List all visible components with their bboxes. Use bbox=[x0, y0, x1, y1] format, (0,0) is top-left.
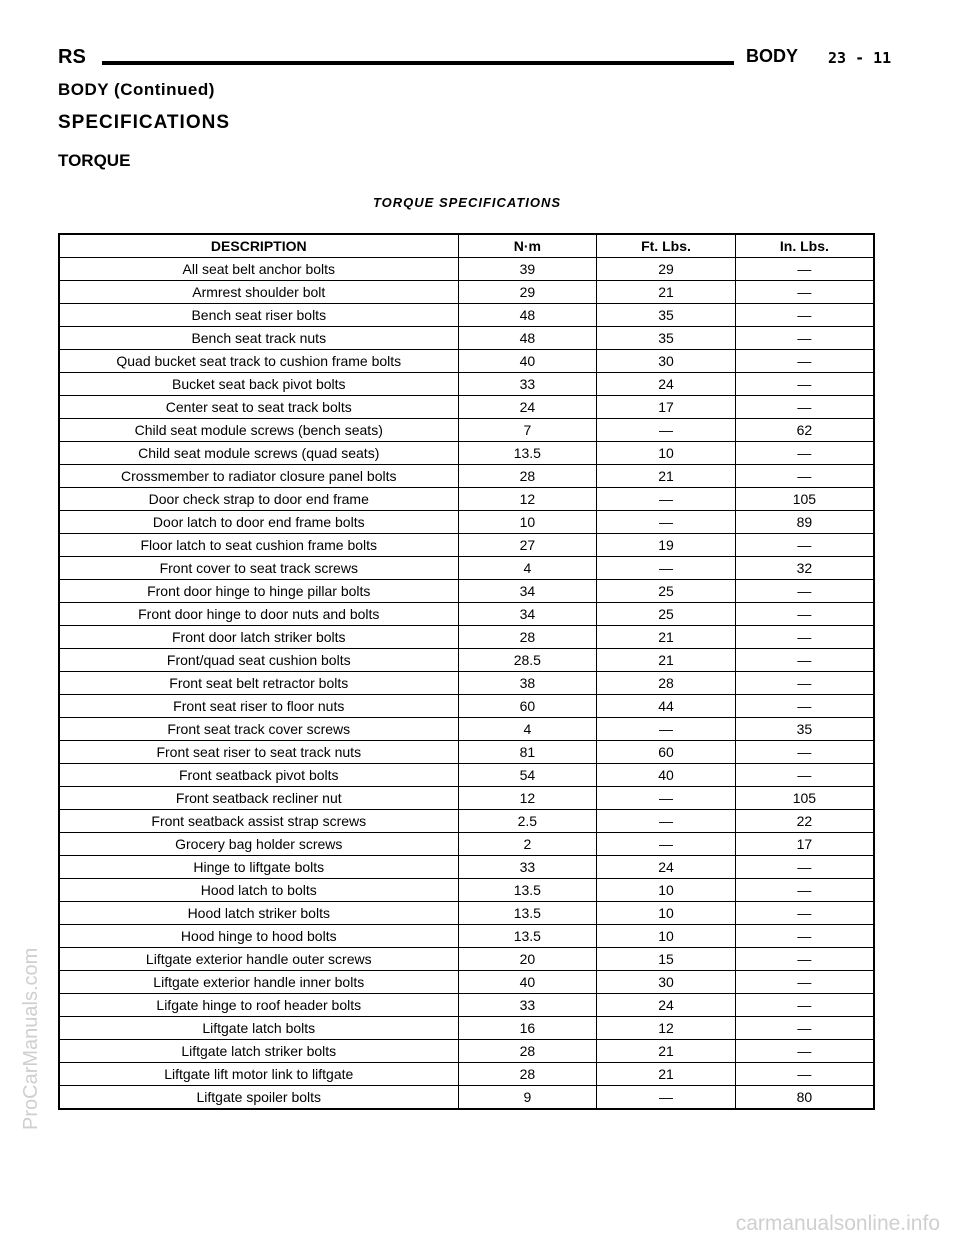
table-row bbox=[59, 925, 874, 948]
cell-nm: 60 bbox=[458, 695, 597, 718]
cell-description: Grocery bag holder screws bbox=[59, 833, 458, 856]
header-ft-lbs: Ft. Lbs. bbox=[597, 234, 736, 258]
cell-ft-lbs: 10 bbox=[597, 902, 736, 925]
cell-description: Hinge to liftgate bolts bbox=[59, 856, 458, 879]
cell-description: Lifgate hinge to roof header bolts bbox=[59, 994, 458, 1017]
cell-in-lbs: 35 bbox=[735, 718, 874, 741]
cell-ft-lbs: 29 bbox=[597, 258, 736, 281]
table-title: TORQUE SPECIFICATIONS bbox=[372, 195, 562, 210]
cell-nm: 54 bbox=[458, 764, 597, 787]
table-row bbox=[59, 258, 874, 281]
cell-ft-lbs: 17 bbox=[597, 396, 736, 419]
table-row bbox=[59, 419, 874, 442]
cell-ft-lbs: 35 bbox=[597, 304, 736, 327]
table-row bbox=[59, 304, 874, 327]
cell-nm: 7 bbox=[458, 419, 597, 442]
cell-in-lbs: — bbox=[735, 281, 874, 304]
cell-ft-lbs: 44 bbox=[597, 695, 736, 718]
cell-ft-lbs: — bbox=[597, 488, 736, 511]
cell-nm: 38 bbox=[458, 672, 597, 695]
cell-ft-lbs: — bbox=[597, 511, 736, 534]
table-row bbox=[59, 373, 874, 396]
cell-ft-lbs: 10 bbox=[597, 925, 736, 948]
cell-description: Front door hinge to hinge pillar bolts bbox=[59, 580, 458, 603]
cell-nm: 40 bbox=[458, 971, 597, 994]
cell-in-lbs: — bbox=[735, 258, 874, 281]
table-row bbox=[59, 902, 874, 925]
cell-ft-lbs: — bbox=[597, 787, 736, 810]
table-row bbox=[59, 534, 874, 557]
cell-ft-lbs: 24 bbox=[597, 856, 736, 879]
cell-in-lbs: 105 bbox=[735, 787, 874, 810]
cell-description: Armrest shoulder bolt bbox=[59, 281, 458, 304]
cell-nm: 13.5 bbox=[458, 442, 597, 465]
cell-nm: 12 bbox=[458, 488, 597, 511]
header-rule bbox=[102, 61, 734, 65]
table-row bbox=[59, 511, 874, 534]
cell-nm: 2 bbox=[458, 833, 597, 856]
table-row bbox=[59, 281, 874, 304]
torque-heading: TORQUE bbox=[58, 151, 131, 170]
table-row bbox=[59, 764, 874, 787]
cell-ft-lbs: — bbox=[597, 718, 736, 741]
table-row bbox=[59, 350, 874, 373]
cell-nm: 9 bbox=[458, 1086, 597, 1110]
cell-in-lbs: 105 bbox=[735, 488, 874, 511]
cell-nm: 48 bbox=[458, 327, 597, 350]
cell-nm: 28 bbox=[458, 1040, 597, 1063]
cell-nm: 2.5 bbox=[458, 810, 597, 833]
cell-description: Hood latch to bolts bbox=[59, 879, 458, 902]
cell-description: Liftgate latch bolts bbox=[59, 1017, 458, 1040]
header-description: DESCRIPTION bbox=[59, 234, 458, 258]
cell-in-lbs: — bbox=[735, 1017, 874, 1040]
cell-description: Front seatback recliner nut bbox=[59, 787, 458, 810]
cell-ft-lbs: — bbox=[597, 419, 736, 442]
cell-description: Child seat module screws (bench seats) bbox=[59, 419, 458, 442]
cell-description: All seat belt anchor bolts bbox=[59, 258, 458, 281]
cell-nm: 34 bbox=[458, 580, 597, 603]
cell-description: Liftgate exterior handle outer screws bbox=[59, 948, 458, 971]
cell-nm: 28 bbox=[458, 626, 597, 649]
bottom-watermark: carmanualsonline.info bbox=[735, 1212, 940, 1235]
cell-description: Liftgate exterior handle inner bolts bbox=[59, 971, 458, 994]
cell-in-lbs: 22 bbox=[735, 810, 874, 833]
page-number: 23 - 11 bbox=[828, 49, 892, 67]
cell-description: Bucket seat back pivot bolts bbox=[59, 373, 458, 396]
table-row bbox=[59, 1063, 874, 1086]
cell-ft-lbs: 24 bbox=[597, 373, 736, 396]
cell-in-lbs: — bbox=[735, 350, 874, 373]
cell-ft-lbs: 21 bbox=[597, 649, 736, 672]
cell-in-lbs: 17 bbox=[735, 833, 874, 856]
cell-nm: 13.5 bbox=[458, 925, 597, 948]
cell-in-lbs: — bbox=[735, 603, 874, 626]
cell-in-lbs: — bbox=[735, 764, 874, 787]
table-row bbox=[59, 649, 874, 672]
table-row bbox=[59, 327, 874, 350]
cell-in-lbs: — bbox=[735, 534, 874, 557]
cell-ft-lbs: 21 bbox=[597, 1063, 736, 1086]
cell-nm: 12 bbox=[458, 787, 597, 810]
cell-ft-lbs: 21 bbox=[597, 465, 736, 488]
table-row bbox=[59, 442, 874, 465]
cell-in-lbs: — bbox=[735, 442, 874, 465]
table-row bbox=[59, 672, 874, 695]
cell-nm: 81 bbox=[458, 741, 597, 764]
cell-nm: 24 bbox=[458, 396, 597, 419]
table-row bbox=[59, 718, 874, 741]
cell-in-lbs: — bbox=[735, 902, 874, 925]
side-watermark: ProCarManuals.com bbox=[20, 947, 42, 1130]
cell-description: Quad bucket seat track to cushion frame bolts bbox=[59, 350, 458, 373]
cell-nm: 40 bbox=[458, 350, 597, 373]
table-row bbox=[59, 465, 874, 488]
cell-in-lbs: 89 bbox=[735, 511, 874, 534]
cell-nm: 10 bbox=[458, 511, 597, 534]
cell-ft-lbs: 12 bbox=[597, 1017, 736, 1040]
cell-description: Front door hinge to door nuts and bolts bbox=[59, 603, 458, 626]
cell-in-lbs: — bbox=[735, 626, 874, 649]
header-section-title: BODY bbox=[746, 46, 799, 66]
cell-ft-lbs: 10 bbox=[597, 442, 736, 465]
cell-description: Liftgate lift motor link to liftgate bbox=[59, 1063, 458, 1086]
table-row bbox=[59, 603, 874, 626]
cell-description: Front seat track cover screws bbox=[59, 718, 458, 741]
cell-description: Child seat module screws (quad seats) bbox=[59, 442, 458, 465]
cell-ft-lbs: 28 bbox=[597, 672, 736, 695]
cell-in-lbs: — bbox=[735, 465, 874, 488]
table-row bbox=[59, 856, 874, 879]
cell-nm: 4 bbox=[458, 557, 597, 580]
cell-ft-lbs: 60 bbox=[597, 741, 736, 764]
torque-spec-table bbox=[58, 233, 875, 1110]
cell-in-lbs: — bbox=[735, 580, 874, 603]
cell-ft-lbs: 30 bbox=[597, 350, 736, 373]
cell-in-lbs: — bbox=[735, 971, 874, 994]
cell-nm: 29 bbox=[458, 281, 597, 304]
cell-in-lbs: — bbox=[735, 373, 874, 396]
cell-nm: 48 bbox=[458, 304, 597, 327]
cell-nm: 28.5 bbox=[458, 649, 597, 672]
cell-description: Center seat to seat track bolts bbox=[59, 396, 458, 419]
cell-description: Door latch to door end frame bolts bbox=[59, 511, 458, 534]
cell-description: Front seatback assist strap screws bbox=[59, 810, 458, 833]
cell-description: Liftgate latch striker bolts bbox=[59, 1040, 458, 1063]
cell-nm: 34 bbox=[458, 603, 597, 626]
table-row bbox=[59, 948, 874, 971]
cell-ft-lbs: 19 bbox=[597, 534, 736, 557]
cell-nm: 20 bbox=[458, 948, 597, 971]
header-section-code: RS bbox=[58, 46, 86, 68]
cell-ft-lbs: — bbox=[597, 833, 736, 856]
table-row bbox=[59, 396, 874, 419]
cell-nm: 27 bbox=[458, 534, 597, 557]
table-row bbox=[59, 580, 874, 603]
header-in-lbs: In. Lbs. bbox=[735, 234, 874, 258]
cell-in-lbs: — bbox=[735, 1063, 874, 1086]
cell-in-lbs: — bbox=[735, 672, 874, 695]
table-header-row bbox=[59, 234, 874, 258]
cell-in-lbs: 62 bbox=[735, 419, 874, 442]
continued-heading: BODY (Continued) bbox=[58, 80, 215, 99]
cell-in-lbs: — bbox=[735, 649, 874, 672]
table-row bbox=[59, 1086, 874, 1110]
table-row bbox=[59, 810, 874, 833]
cell-in-lbs: — bbox=[735, 925, 874, 948]
cell-in-lbs: — bbox=[735, 741, 874, 764]
cell-in-lbs: — bbox=[735, 879, 874, 902]
cell-ft-lbs: 30 bbox=[597, 971, 736, 994]
cell-in-lbs: — bbox=[735, 994, 874, 1017]
cell-in-lbs: — bbox=[735, 948, 874, 971]
cell-nm: 33 bbox=[458, 373, 597, 396]
cell-ft-lbs: 21 bbox=[597, 281, 736, 304]
cell-ft-lbs: — bbox=[597, 1086, 736, 1110]
cell-description: Bench seat track nuts bbox=[59, 327, 458, 350]
cell-description: Hood latch striker bolts bbox=[59, 902, 458, 925]
cell-description: Floor latch to seat cushion frame bolts bbox=[59, 534, 458, 557]
cell-in-lbs: — bbox=[735, 327, 874, 350]
cell-ft-lbs: 40 bbox=[597, 764, 736, 787]
cell-ft-lbs: 25 bbox=[597, 603, 736, 626]
specifications-heading: SPECIFICATIONS bbox=[58, 112, 230, 133]
cell-description: Front seat riser to seat track nuts bbox=[59, 741, 458, 764]
cell-in-lbs: — bbox=[735, 1040, 874, 1063]
cell-nm: 28 bbox=[458, 1063, 597, 1086]
cell-nm: 28 bbox=[458, 465, 597, 488]
cell-in-lbs: — bbox=[735, 856, 874, 879]
cell-description: Front/quad seat cushion bolts bbox=[59, 649, 458, 672]
cell-description: Front seat riser to floor nuts bbox=[59, 695, 458, 718]
cell-nm: 33 bbox=[458, 994, 597, 1017]
cell-nm: 39 bbox=[458, 258, 597, 281]
cell-nm: 16 bbox=[458, 1017, 597, 1040]
cell-ft-lbs: — bbox=[597, 810, 736, 833]
cell-in-lbs: — bbox=[735, 396, 874, 419]
cell-description: Door check strap to door end frame bbox=[59, 488, 458, 511]
cell-ft-lbs: 15 bbox=[597, 948, 736, 971]
table-row bbox=[59, 1040, 874, 1063]
cell-nm: 13.5 bbox=[458, 902, 597, 925]
cell-nm: 33 bbox=[458, 856, 597, 879]
cell-ft-lbs: 35 bbox=[597, 327, 736, 350]
cell-description: Front seat belt retractor bolts bbox=[59, 672, 458, 695]
cell-in-lbs: — bbox=[735, 695, 874, 718]
cell-nm: 13.5 bbox=[458, 879, 597, 902]
cell-ft-lbs: 24 bbox=[597, 994, 736, 1017]
cell-ft-lbs: 25 bbox=[597, 580, 736, 603]
cell-description: Front door latch striker bolts bbox=[59, 626, 458, 649]
table-row bbox=[59, 994, 874, 1017]
table-row bbox=[59, 626, 874, 649]
table-row bbox=[59, 971, 874, 994]
table-row bbox=[59, 1017, 874, 1040]
cell-description: Liftgate spoiler bolts bbox=[59, 1086, 458, 1110]
table-row bbox=[59, 557, 874, 580]
cell-description: Bench seat riser bolts bbox=[59, 304, 458, 327]
cell-ft-lbs: 10 bbox=[597, 879, 736, 902]
cell-description: Hood hinge to hood bolts bbox=[59, 925, 458, 948]
cell-ft-lbs: 21 bbox=[597, 626, 736, 649]
table-row bbox=[59, 833, 874, 856]
cell-ft-lbs: 21 bbox=[597, 1040, 736, 1063]
cell-ft-lbs: — bbox=[597, 557, 736, 580]
cell-description: Front cover to seat track screws bbox=[59, 557, 458, 580]
table-row bbox=[59, 879, 874, 902]
cell-in-lbs: 32 bbox=[735, 557, 874, 580]
table-row bbox=[59, 741, 874, 764]
cell-description: Front seatback pivot bolts bbox=[59, 764, 458, 787]
table-row bbox=[59, 695, 874, 718]
header-nm: N·m bbox=[458, 234, 597, 258]
cell-nm: 4 bbox=[458, 718, 597, 741]
cell-in-lbs: — bbox=[735, 304, 874, 327]
cell-in-lbs: 80 bbox=[735, 1086, 874, 1110]
table-row bbox=[59, 787, 874, 810]
cell-description: Crossmember to radiator closure panel bolts bbox=[59, 465, 458, 488]
table-row bbox=[59, 488, 874, 511]
